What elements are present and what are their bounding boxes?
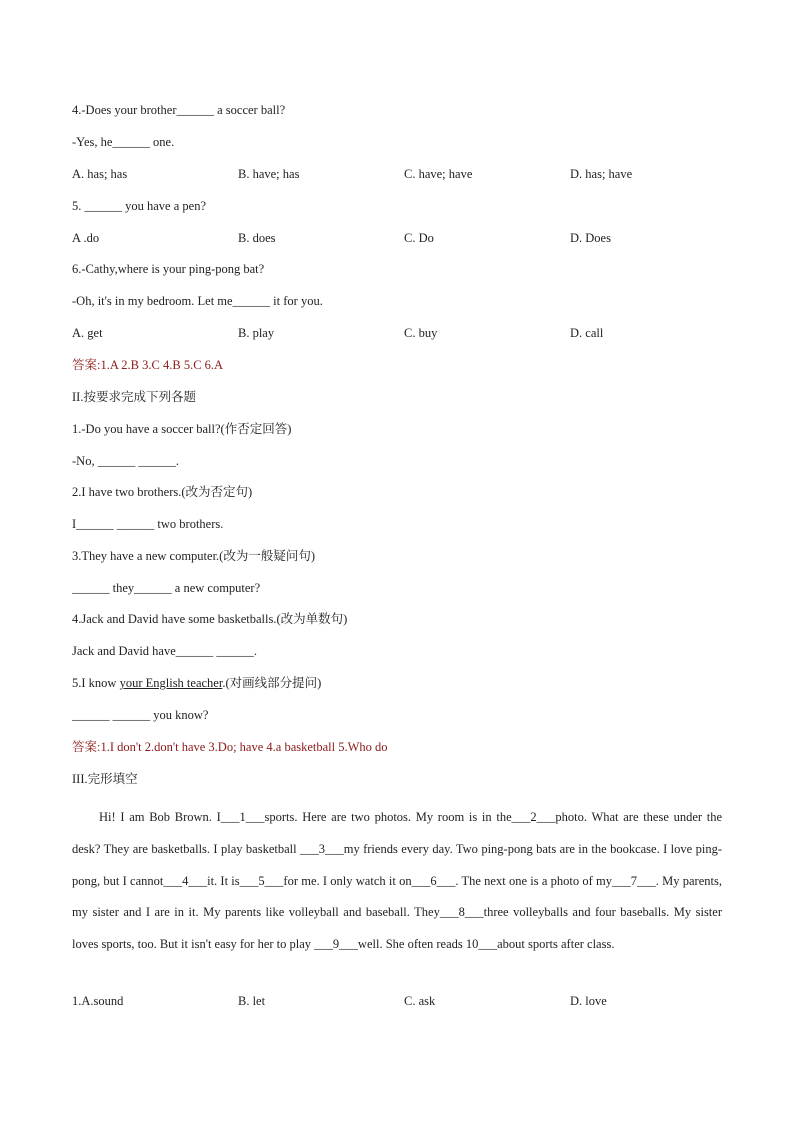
q4-option-b: B. have; has xyxy=(238,167,300,181)
q6-option-d: D. call xyxy=(570,326,604,340)
cloze-q1-option-c: C. ask xyxy=(404,994,436,1008)
passage-text: it. It is xyxy=(207,873,240,888)
cloze-blank-8: ___8___ xyxy=(439,905,484,920)
passage-text: Hi! I am Bob Brown. I xyxy=(99,810,221,824)
q5-option-b: B. does xyxy=(238,231,276,245)
q6-line2: -Oh, it's in my bedroom. Let me______ it for you. xyxy=(72,294,323,308)
q4-option-c: C. have; have xyxy=(404,167,473,181)
cloze-blank-10: 10___ xyxy=(465,937,498,952)
passage-text: about sports after class. xyxy=(497,937,615,952)
answer-key-section1: 答案:1.A 2.B 3.C 4.B 5.C 6.A xyxy=(72,358,224,372)
passage-text: . My parents, my sister and I are in it. My parents like volleyball and baseball. They xyxy=(72,873,722,920)
passage-text: sports. Here are two photos. My room is in the xyxy=(264,810,512,824)
q4-option-d: D. has; have xyxy=(570,167,633,181)
s2-item1-question: 1.-Do you have a soccer ball?(作否定回答) xyxy=(72,422,292,436)
cloze-passage xyxy=(72,802,722,961)
cloze-q1-option-a: 1.A.sound xyxy=(72,994,124,1008)
q6-line1: 6.-Cathy,where is your ping-pong bat? xyxy=(72,262,265,276)
s2-item5-prefix: 5.I know xyxy=(72,676,120,690)
s2-item5-underlined: your English teacher xyxy=(119,676,223,690)
s2-item5-answer-blanks: ______ ______ you know? xyxy=(72,708,209,722)
s2-item4-question: 4.Jack and David have some basketballs.(改为单数句) xyxy=(72,612,348,626)
passage-text: . The next one is a photo of my xyxy=(455,873,613,888)
s2-item3-answer-blanks: ______ they______ a new computer? xyxy=(72,581,261,595)
q5-option-a: A .do xyxy=(72,231,100,245)
section3-heading: III.完形填空 xyxy=(72,772,138,786)
s2-item5-question xyxy=(72,675,321,691)
cloze-blank-5: ___5___ xyxy=(239,873,284,888)
cloze-blank-6: ___6___ xyxy=(411,873,456,888)
q5-stem: 5. ______ you have a pen? xyxy=(72,199,206,213)
s2-item2-question: 2.I have two brothers.(改为否定句) xyxy=(72,485,253,499)
cloze-q1-option-b: B. let xyxy=(238,994,266,1008)
passage-text: for me. I only watch it on xyxy=(283,873,412,888)
cloze-blank-4: ___4___ xyxy=(163,873,208,888)
cloze-blank-7: ___7___ xyxy=(612,873,656,888)
s2-item5-suffix: .(对画线部分提问) xyxy=(222,676,322,690)
q6-option-b: B. play xyxy=(238,326,275,340)
s2-item1-answer-blanks: -No, ______ ______. xyxy=(72,454,179,468)
q5-option-d: D. Does xyxy=(570,231,611,245)
q6-option-a: A. get xyxy=(72,326,103,340)
s2-item2-answer-blanks: I______ ______ two brothers. xyxy=(72,517,224,531)
cloze-q1-option-d: D. love xyxy=(570,994,607,1008)
passage-text: well. She often reads xyxy=(357,937,466,952)
q4-line2: -Yes, he______ one. xyxy=(72,135,175,149)
passage-text: three volleyballs and four baseballs. My sister loves sports, too. But it isn't easy for her to play xyxy=(72,905,722,952)
answer-key-section2: 答案:1.I don't 2.don't have 3.Do; have 4.a basketball 5.Who do xyxy=(72,740,388,754)
s2-item3-question: 3.They have a new computer.(改为一般疑问句) xyxy=(72,549,315,563)
section2-heading: II.按要求完成下列各题 xyxy=(72,390,196,404)
q4-line1: 4.-Does your brother______ a soccer ball? xyxy=(72,103,286,117)
q6-option-c: C. buy xyxy=(404,326,438,340)
q4-option-a: A. has; has xyxy=(72,167,128,181)
cloze-blank-2: ___2___ xyxy=(511,810,556,824)
cloze-blank-3: ___3___ xyxy=(299,841,344,856)
passage-text: my friends every day. Two ping-pong bats are in the bookcase. I love ping-pong, but I cannot xyxy=(72,841,722,888)
cloze-blank-1: ___1___ xyxy=(220,810,265,824)
s2-item4-answer-blanks: Jack and David have______ ______. xyxy=(72,644,258,658)
cloze-blank-9: ___9___ xyxy=(314,937,358,952)
q5-option-c: C. Do xyxy=(404,231,434,245)
passage-text: photo. What are these under the desk? They are basketballs. I play basketball xyxy=(72,810,723,856)
